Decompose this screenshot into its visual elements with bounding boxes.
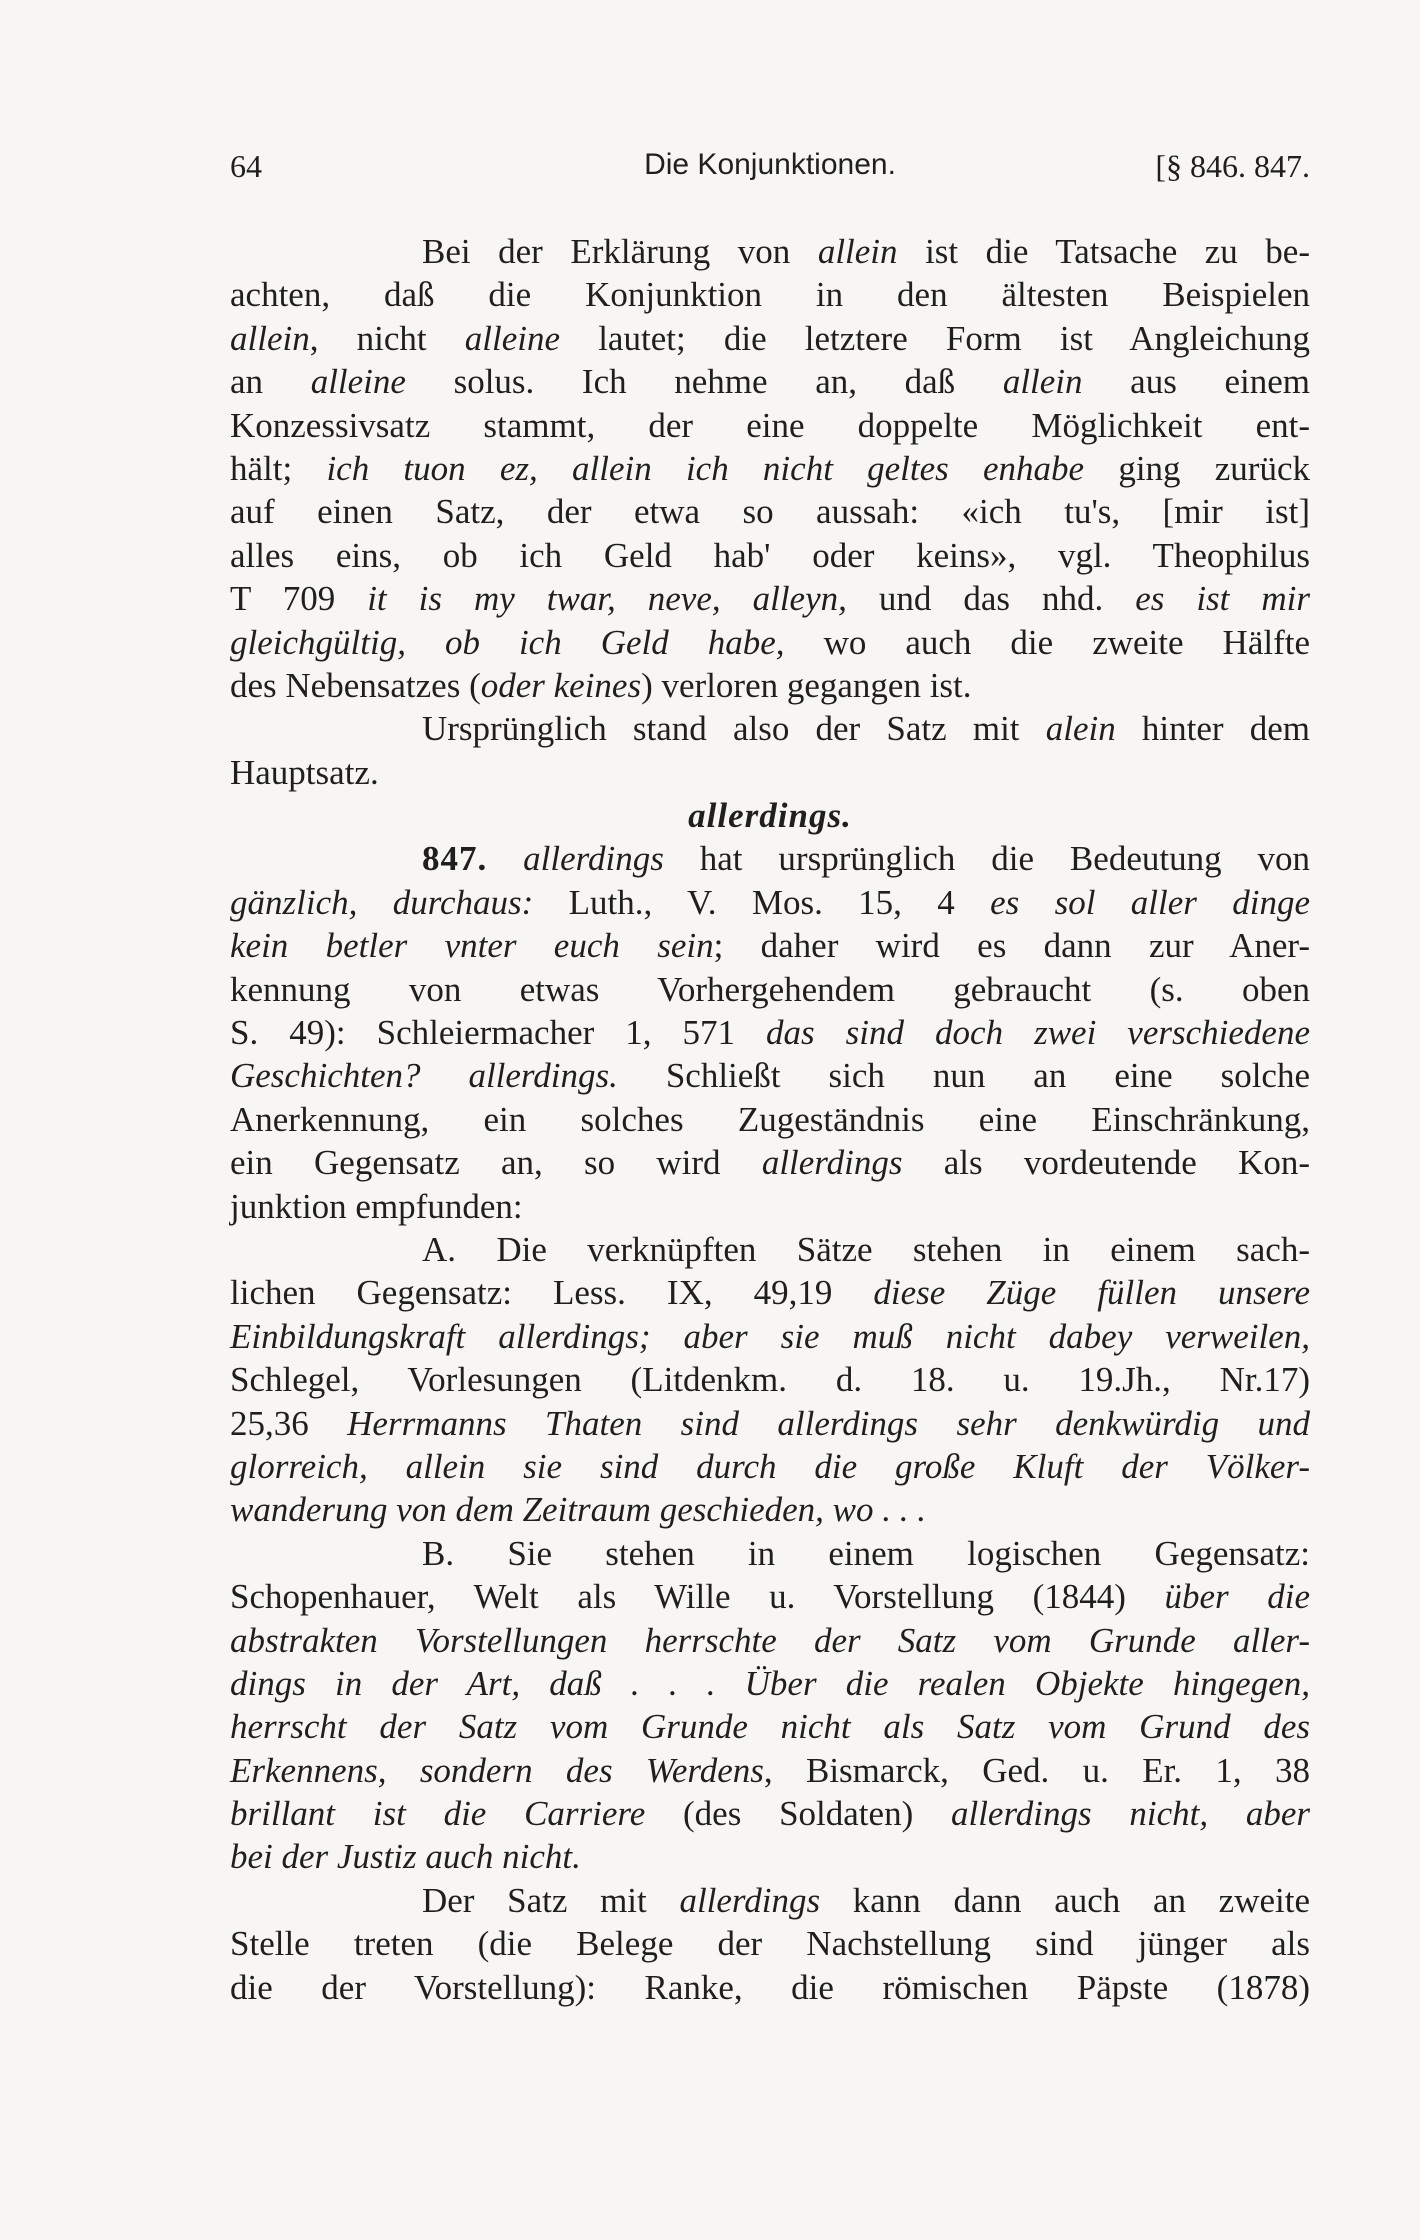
text-line — [230, 1141, 1310, 1184]
text-run: wo auch die zweite Hälfte — [784, 622, 1310, 662]
italic-text: allerdings — [523, 839, 664, 879]
italic-text: Einbildungskraft allerdings; aber sie muß nicht dabey verweilen, — [230, 1316, 1310, 1356]
text-run: hält; — [230, 448, 327, 488]
text-run: Hauptsatz. — [230, 752, 379, 792]
page-number: 64 — [230, 148, 262, 184]
text-run: junktion empfunden: — [230, 1186, 523, 1226]
text-line — [230, 1098, 1310, 1141]
text-run: die der Vorstellung): Ranke, die römischen Päpste (1878) — [230, 1967, 1310, 2007]
text-line — [230, 1966, 1310, 2009]
text-line — [230, 881, 1310, 924]
italic-text: allerdings. — [688, 796, 852, 836]
italic-text: allein — [230, 318, 310, 358]
text-line — [230, 968, 1310, 1011]
text-line — [230, 1445, 1310, 1488]
text-line — [230, 1228, 1310, 1271]
italic-text: glorreich, allein sie sind durch die große Kluft der Völker- — [230, 1446, 1310, 1486]
section-reference: [§ 846. 847. — [1155, 148, 1310, 184]
text-line — [230, 1358, 1310, 1401]
text-line — [230, 1402, 1310, 1445]
italic-text: Erkennens, sondern des Werdens — [230, 1750, 764, 1790]
italic-text: alleine — [310, 362, 406, 402]
text-run: aus einem — [1082, 362, 1310, 402]
text-run: Bei der Erklärung von — [422, 232, 818, 271]
text-run: Schopenhauer, Welt als Wille u. Vorstellung (1844) — [230, 1577, 1165, 1617]
text-run: A. Die verknüpften Sätze stehen in einem sach- — [422, 1229, 1310, 1269]
text-run: und das nhd. — [846, 579, 1136, 619]
text-line — [230, 230, 1310, 273]
italic-text: dings in der Art, daß . . . Über die realen Objekte hingegen, — [230, 1663, 1310, 1703]
text-run: hat ursprünglich die Bedeutung von — [663, 839, 1310, 879]
text-run: alles eins, ob ich Geld hab' oder keins», vgl. Theophilus — [230, 535, 1310, 575]
text-run: ging zurück — [1084, 448, 1310, 488]
text-run: lautet; die letztere Form ist Angleichung — [560, 318, 1311, 358]
text-run: Schlegel, Vorlesungen (Litdenkm. d. 18. u. 19.Jh., Nr.17) — [230, 1360, 1310, 1400]
text-run: ) verloren gegangen ist. — [641, 665, 972, 705]
italic-text: kein betler vnter euch sein — [230, 926, 714, 966]
text-line — [230, 1488, 1310, 1531]
text-run: solus. Ich nehme an, daß — [405, 362, 1003, 402]
italic-text: brillant ist die Carriere — [230, 1794, 646, 1834]
italic-text: bei der Justiz auch nicht. — [230, 1837, 581, 1877]
italic-text: über die — [1164, 1577, 1310, 1617]
text-run: als vordeutende Kon- — [902, 1143, 1310, 1183]
italic-text: es sol aller dinge — [990, 882, 1310, 922]
text-run: ; daher wird es dann zur Aner- — [713, 926, 1310, 966]
text-run: , Bismarck, Ged. u. Er. 1, 38 — [763, 1750, 1310, 1790]
section-heading — [230, 794, 1310, 837]
text-line — [230, 1011, 1310, 1054]
italic-text: it is my twar, neve, alleyn, — [367, 579, 847, 619]
text-run: achten, daß die Konjunktion in den ältesten Beispielen — [230, 275, 1310, 315]
italic-text: gänzlich, durchaus: — [230, 882, 534, 922]
text-run: Anerkennung, ein solches Zugeständnis eine Einschränkung, — [230, 1099, 1310, 1139]
text-run: ist die Tatsache zu be- — [897, 232, 1310, 271]
italic-text: oder keines — [480, 665, 642, 705]
italic-text: allerdings — [761, 1143, 903, 1183]
text-line — [230, 1185, 1310, 1228]
text-line — [230, 751, 1310, 794]
running-title: Die Konjunktionen. — [644, 148, 896, 181]
text-line — [230, 1054, 1310, 1097]
italic-text: herrscht der Satz vom Grunde nicht als Satz vom Grund des — [230, 1707, 1310, 1747]
text-run: des Nebensatzes ( — [230, 665, 481, 705]
text-run: an — [230, 362, 311, 402]
text-run: Schließt sich nun an eine solche — [617, 1056, 1310, 1096]
italic-text: allerdings — [679, 1880, 821, 1920]
text-run: S. 49): Schleiermacher 1, 571 — [230, 1013, 767, 1053]
text-line — [230, 1575, 1310, 1618]
text-run: Der Satz mit — [422, 1880, 680, 1920]
text-line — [230, 1705, 1310, 1748]
text-run: (des Soldaten) — [645, 1794, 951, 1834]
text-run: Stelle treten (die Belege der Nachstellung sind jünger als — [230, 1924, 1310, 1964]
italic-text: allein — [1002, 362, 1083, 402]
text-line — [230, 360, 1310, 403]
text-line — [230, 924, 1310, 967]
text-line — [230, 1619, 1310, 1662]
text-run: kann dann auch an zweite — [820, 1880, 1310, 1920]
italic-text: Geschichten? allerdings. — [230, 1056, 618, 1096]
text-run: 25,36 — [230, 1403, 348, 1443]
italic-text: allein — [817, 232, 898, 271]
text-line — [230, 1792, 1310, 1835]
text-run: kennung von etwas Vorhergehendem gebraucht (s. oben — [230, 969, 1310, 1009]
italic-text: alleine — [464, 318, 561, 358]
text-line — [230, 1749, 1310, 1792]
text-run: Ursprünglich stand also der Satz mit — [422, 709, 1046, 749]
text-line — [230, 1879, 1310, 1922]
italic-text: abstrakten Vorstellungen herrschte der Satz vom Grunde aller- — [230, 1620, 1310, 1660]
italic-text: alein — [1045, 709, 1116, 749]
text-line — [230, 1922, 1310, 1965]
italic-text: wanderung von dem Zeitraum geschieden, wo . . . — [230, 1490, 927, 1530]
text-run: Luth., V. Mos. 15, 4 — [533, 882, 991, 922]
text-line — [230, 1662, 1310, 1705]
body-text — [230, 230, 1310, 2009]
text-line — [230, 317, 1310, 360]
italic-text: ich tuon ez, allein ich nicht geltes enhabe — [326, 448, 1085, 488]
text-run — [487, 839, 523, 878]
text-line — [230, 404, 1310, 447]
italic-text: Herrmanns Thaten sind allerdings sehr denkwürdig und — [347, 1403, 1310, 1443]
text-line — [230, 273, 1310, 316]
text-line — [230, 1835, 1310, 1878]
text-line — [230, 577, 1310, 620]
italic-text: allerdings nicht, aber — [950, 1794, 1310, 1834]
text-run: ein Gegensatz an, so wird — [230, 1143, 762, 1183]
text-line — [230, 707, 1310, 750]
italic-text: das sind doch zwei verschiedene — [766, 1013, 1310, 1053]
text-line — [230, 664, 1310, 707]
text-run: , nicht — [309, 318, 465, 358]
text-run: B. Sie stehen in einem logischen Gegensatz: — [422, 1533, 1310, 1573]
italic-text: gleichgültig, ob ich Geld habe, — [230, 622, 785, 662]
text-line — [230, 534, 1310, 577]
italic-text: diese Züge füllen unsere — [873, 1273, 1310, 1313]
italic-text: es ist mir — [1135, 579, 1310, 619]
text-line — [230, 837, 1310, 880]
text-line — [230, 1271, 1310, 1314]
text-line — [230, 1532, 1310, 1575]
text-run: hinter dem — [1115, 709, 1310, 749]
text-run: auf einen Satz, der etwa so aussah: «ich tu's, [mir ist] — [230, 492, 1310, 532]
text-run: Konzessivsatz stammt, der eine doppelte Möglichkeit ent- — [230, 405, 1310, 445]
text-line — [230, 490, 1310, 533]
text-line — [230, 447, 1310, 490]
text-line — [230, 1315, 1310, 1358]
section-number: 847. — [422, 839, 488, 879]
running-header — [230, 148, 1310, 188]
text-line — [230, 621, 1310, 664]
text-run: lichen Gegensatz: Less. IX, 49,19 — [230, 1273, 874, 1313]
text-run: T 709 — [230, 579, 368, 619]
